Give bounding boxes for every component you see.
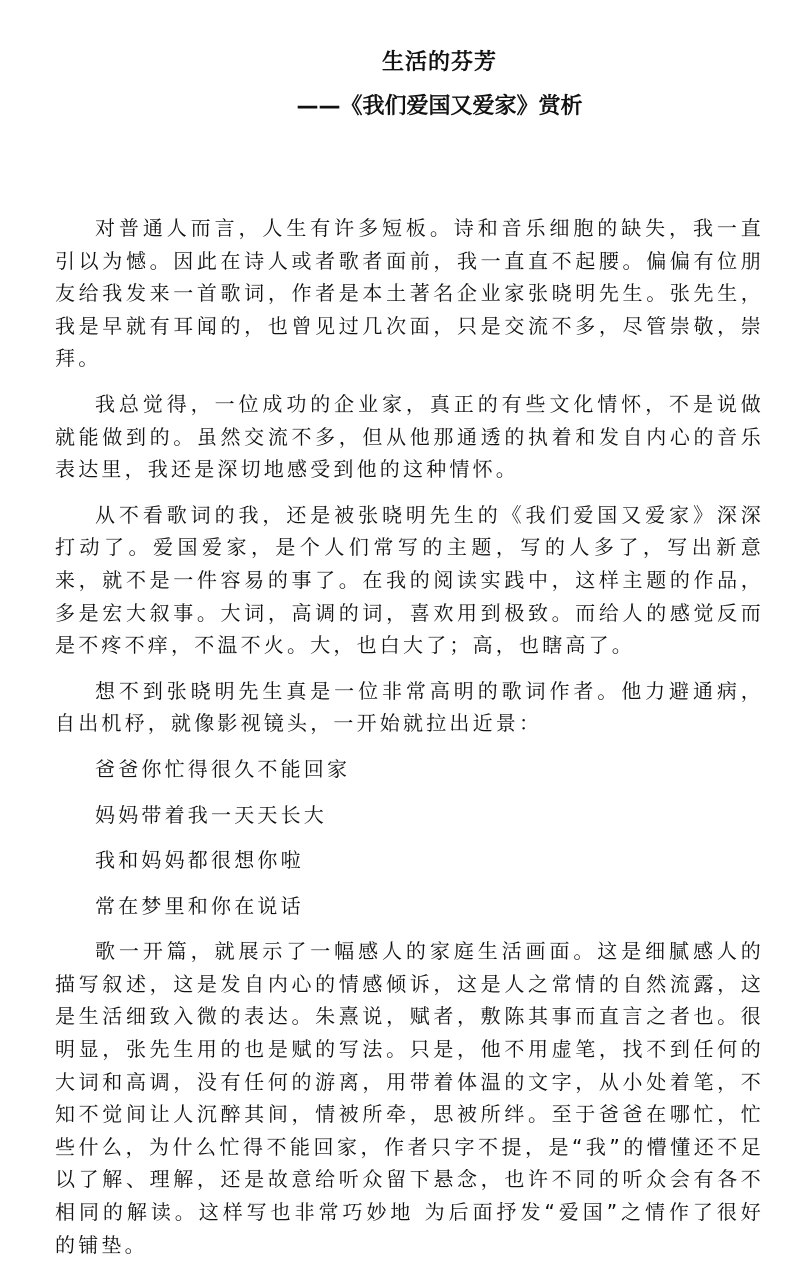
- document-subtitle: ——《我们爱国又爱家》赏析: [296, 94, 583, 119]
- document-body: [55, 212, 764, 1261]
- title-block: [55, 48, 764, 122]
- lyric-line-3: 我和妈妈都很想你啦: [95, 848, 304, 873]
- document-title: 生活的芬芳: [381, 50, 497, 75]
- paragraph-2: 我总觉得，一位成功的企业家，真正的有些文化情怀，不是说做就能做到的。虽然交流不多，但从他那通透的执着和发自内心的音乐表达里，我还是深切地感受到他的这种情怀。: [55, 391, 764, 482]
- paragraph-4: 想不到张晓明先生真是一位非常高明的歌词作者。他力避通病，自出机杼，就像影视镜头，一开始就拉出近景：: [55, 678, 764, 736]
- lyric-line-1: 爸爸你忙得很久不能回家: [95, 756, 351, 781]
- lyric-line-2: 妈妈带着我一天天长大: [95, 802, 327, 827]
- paragraph-3: 从不看歌词的我，还是被张晓明先生的《我们爱国又爱家》深深打动了。爱国爱家，是个人们常写的主题，写的人多了，写出新意来，就不是一件容易的事了。在我的阅读实践中，这样主题的作品，多是宏大叙事。大词，高调的词，喜欢用到极致。而给人的感觉反而是不疼不痒，不温不火。大，也白大了；高，也瞎高了。: [55, 502, 764, 658]
- lyric-line-4: 常在梦里和你在说话: [95, 893, 304, 918]
- paragraph-1: 对普通人而言，人生有许多短板。诗和音乐细胞的缺失，我一直引以为憾。因此在诗人或者歌者面前，我一直直不起腰。偏偏有位朋友给我发来一首歌词，作者是本土著名企业家张晓明先生。张先生，我是早就有耳闻的，也曾见过几次面，只是交流不多，尽管崇敬，崇拜。: [55, 216, 764, 371]
- paragraph-5: 歌一开篇，就展示了一幅感人的家庭生活画面。这是细腻感人的描写叙述，这是发自内心的情感倾诉，这是人之常情的自然流露，这是生活细致入微的表达。朱熹说，赋者，敷陈其事而直言之者也。很明显，张先生用的也是赋的写法。只是，他不用虚笔，找不到任何的大词和高调，没有任何的游离，用带着体温的文字，从小处着笔，不知不觉间让人沉醉其间，情被所牵，思被所绊。至于爸爸在哪忙，忙些什么，为什么忙得不能回家，作者只字不提，是“我”的懵懂还不足以了解、理解，还是故意给听众留下悬念，也许不同的听众会有各不相同的解读。这样写也非常巧妙地 为后面抒发“爱国”之情作了很好的铺垫。: [55, 939, 764, 1257]
